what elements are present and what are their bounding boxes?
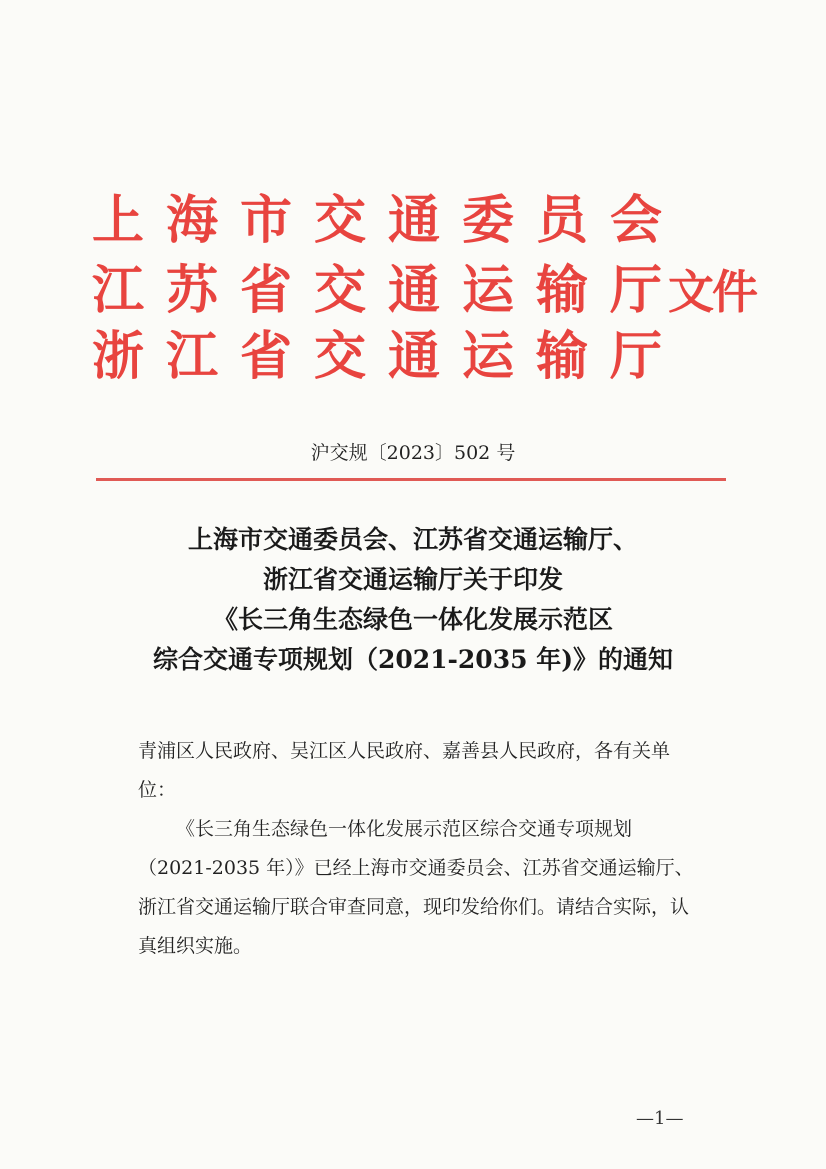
issuer-char: 海 bbox=[166, 190, 219, 251]
issuer-char: 江 bbox=[92, 260, 145, 321]
document-suffix: 文件 bbox=[668, 265, 756, 319]
title-line: 《长三角生态绿色一体化发展示范区 bbox=[212, 605, 613, 634]
issuer-char: 通 bbox=[388, 326, 441, 387]
issuer-char: 运 bbox=[462, 326, 515, 387]
document-body bbox=[138, 732, 698, 966]
issuer-line-zhejiang bbox=[92, 326, 684, 388]
issuer-char: 厅 bbox=[610, 326, 663, 387]
issuer-char: 输 bbox=[536, 260, 589, 321]
document-number: 沪交规〔2023〕502 号 bbox=[310, 442, 516, 464]
issuer-char: 输 bbox=[536, 326, 589, 387]
issuer-char: 通 bbox=[388, 260, 441, 321]
issuer-char: 委 bbox=[462, 190, 515, 251]
title-line: 上海市交通委员会、江苏省交通运输厅、 bbox=[187, 525, 638, 554]
issuer-line-shanghai bbox=[92, 190, 684, 252]
issuer-char: 交 bbox=[314, 190, 367, 251]
title-line: 综合交通专项规划（2021-2035 年)》的通知 bbox=[152, 645, 674, 674]
issuer-char: 省 bbox=[240, 326, 293, 387]
issuer-char: 通 bbox=[388, 190, 441, 251]
document-title bbox=[0, 520, 826, 680]
issuer-char: 交 bbox=[314, 260, 367, 321]
title-line: 浙江省交通运输厅关于印发 bbox=[262, 565, 563, 594]
issuer-char: 厅 bbox=[610, 260, 663, 321]
issuer-char: 运 bbox=[462, 260, 515, 321]
issuer-line-jiangsu bbox=[92, 260, 684, 322]
issuer-char: 浙 bbox=[92, 326, 145, 387]
issuer-char: 市 bbox=[240, 190, 293, 251]
page-number: —1— bbox=[636, 1108, 684, 1129]
issuer-char: 会 bbox=[610, 190, 663, 251]
issuer-char: 省 bbox=[240, 260, 293, 321]
issuer-char: 员 bbox=[536, 190, 589, 251]
body-paragraph: 《长三角生态绿色一体化发展示范区综合交通专项规划（2021-2035 年）》已经上海市交通委员会、江苏省交通运输厅、浙江省交通运输厅联合审查同意，现印发给你们。请结合实际，认真组织实施。 bbox=[138, 818, 694, 957]
issuer-char: 上 bbox=[92, 190, 145, 251]
issuer-char: 江 bbox=[166, 326, 219, 387]
salutation: 青浦区人民政府、吴江区人民政府、嘉善县人民政府，各有关单位： bbox=[138, 740, 671, 801]
red-divider bbox=[96, 478, 726, 481]
issuer-char: 苏 bbox=[166, 260, 219, 321]
issuer-char: 交 bbox=[314, 326, 367, 387]
